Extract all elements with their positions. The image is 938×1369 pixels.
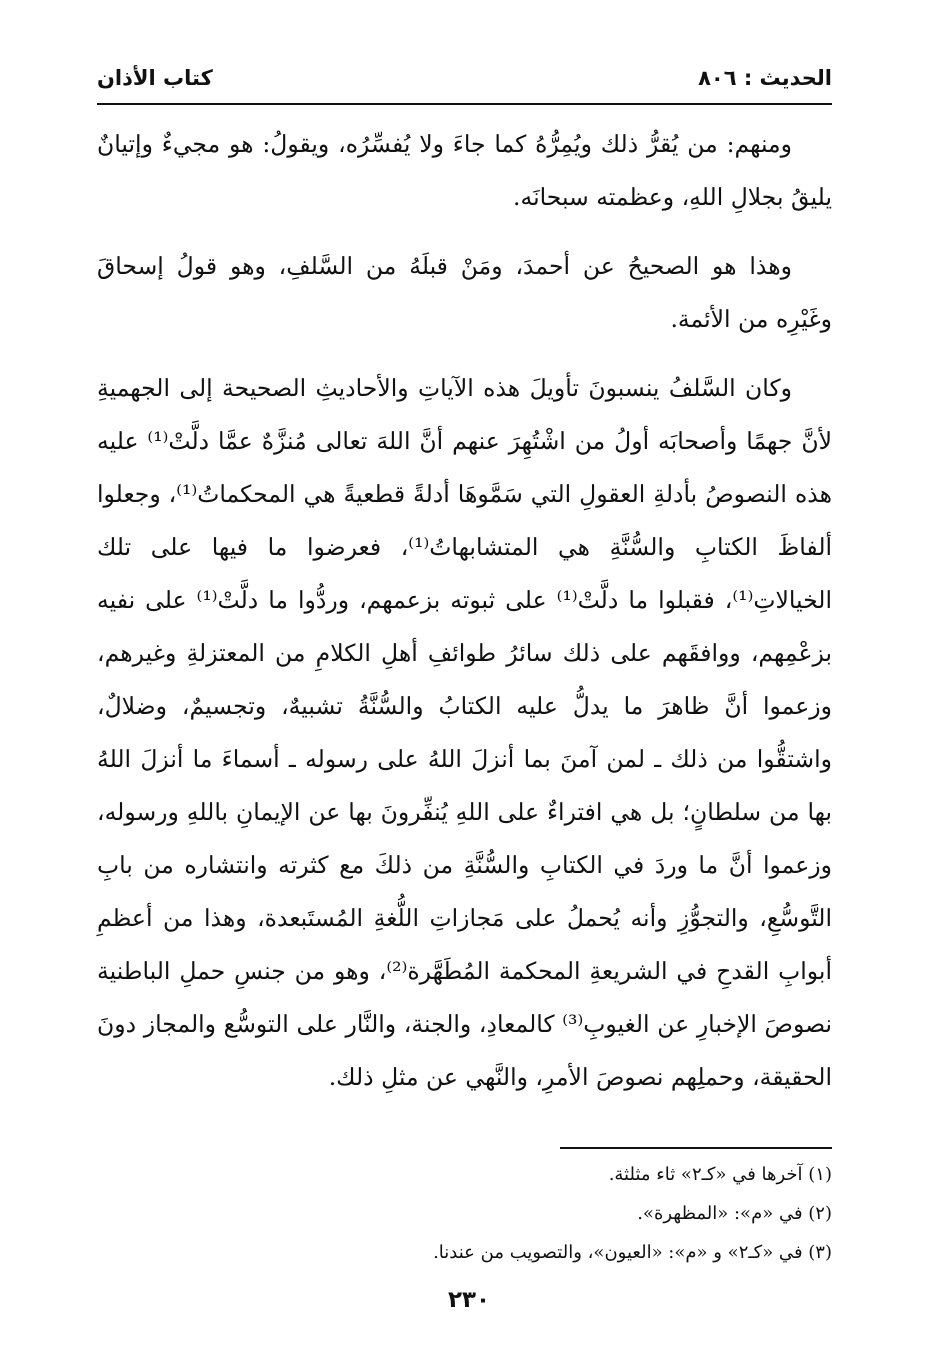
- header-rule: [97, 103, 832, 105]
- page-number: ٢٣٠: [447, 1287, 491, 1313]
- main-text: [97, 118, 832, 1104]
- running-header: [97, 62, 832, 102]
- paragraph-2: وهذا هو الصحيحُ عن أحمدَ، ومَنْ قبلَهُ من السَّلفِ، وهو قولُ إسحاقَ وغَيْرِه من الأئمة.: [97, 252, 832, 333]
- footnote-1: (١) آخرها في «كـ٢» ثاء مثلثة.: [608, 1164, 832, 1185]
- footnotes: [97, 1155, 832, 1272]
- footnote-separator: [560, 1147, 832, 1149]
- paragraph-3: وكان السَّلفُ ينسبونَ تأويلَ هذه الآياتِ والأحاديثِ الصحيحة إلى الجهميةِ لأنَّ جهمًا وأصحابَه أولُ من اشْتُهِرَ عنهم أنَّ اللهَ تعالى مُنزَّهٌ عمَّا دلَّتْ⁽¹⁾ عليه هذه النصوصُ بأدلةِ العقولِ التي سَمَّوهَا أدلةً قطعيةً هي المحكماتُ⁽¹⁾، وجعلوا ألفاظَ الكتابِ والسُّنَّةِ هي المتشابهاتُ⁽¹⁾، فعرضوا ما فيها على تلك الخيالاتِ⁽¹⁾، فقبلوا ما دلَّتْ⁽¹⁾ على ثبوته بزعمهم، وردُّوا ما دلَّتْ⁽¹⁾ على نفيه بزعْمِهم، ووافقَهم على ذلك سائرُ طوائفِ أهلِ الكلامِ من المعتزلةِ وغيرهم، وزعموا أنَّ ظاهرَ ما يدلُّ عليه الكتابُ والسُّنَّةُ تشبيهٌ، وتجسيمٌ، وضلالٌ، واشتقُّوا من ذلك ـ لمن آمنَ بما أنزلَ اللهُ على رسوله ـ أسماءَ ما أنزلَ اللهُ بها من سلطانٍ؛ بل هي افتراءٌ على اللهِ يُنفِّرونَ بها عن الإيمانِ باللهِ ورسوله، وزعموا أنَّ ما وردَ في الكتابِ والسُّنَّةِ من ذلكَ مع كثرته وانتشاره من بابِ التَّوسُّعِ، والتجوُّزِ وأنه يُحملُ على مَجازاتِ اللُّغةِ المُستَبعدة، وهذا من أعظمِ أبوابِ القدحِ في الشريعةِ المحكمة المُطَهَّرة⁽²⁾، وهو من جنسِ حملِ الباطنية نصوصَ الإخبارِ عن الغيوبِ⁽³⁾ كالمعادِ، والجنة، والنَّار على التوسُّع والمجاز دونَ الحقيقة، وحملِهم نصوصَ الأمرِ، والنَّهي عن مثلِ ذلك.: [97, 374, 833, 1091]
- hadith-number-label: الحديث : ٨٠٦: [698, 66, 832, 90]
- footnote-2: (٢) في «م»: «المظهرة».: [637, 1203, 832, 1224]
- book-title: كتاب الأذان: [97, 66, 213, 90]
- footnote-3: (٣) في «كـ٢» و «م»: «العيون»، والتصويب من عندنا.: [433, 1242, 832, 1263]
- paragraph-1: ومنهم: من يُقرُّ ذلك ويُمِرُّهُ كما جاءَ ولا يُفسِّرُه، ويقولُ: هو مجيءٌ وإتيانٌ يليقُ بجلالِ اللهِ، وعظمته سبحانَه.: [97, 130, 832, 211]
